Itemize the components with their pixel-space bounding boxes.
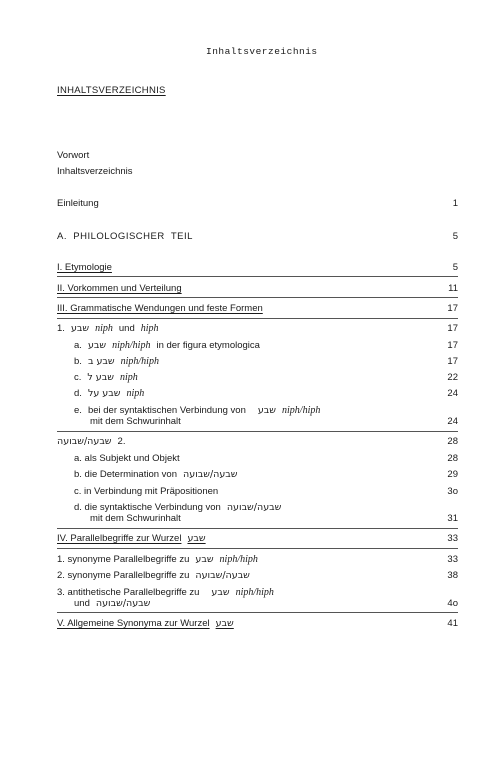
hebrew-text: שבע: [215, 618, 234, 629]
toc-section-2d: d. die syntaktische Verbindung von שבעה/שבועה: [74, 502, 282, 513]
toc-section-2b: b. die Determination von שבעה/שבועה: [74, 469, 238, 480]
divider-rule: [57, 612, 458, 613]
divider-rule: [57, 431, 458, 432]
running-header: Inhaltsverzeichnis: [206, 46, 318, 57]
hebrew-text: שבעה/שבועה: [95, 598, 151, 609]
toc-section-2d-line2: mit dem Schwurinhalt: [90, 513, 181, 524]
hebrew-text: שבע ל: [87, 372, 114, 383]
hebrew-text: שבע: [195, 554, 214, 565]
toc-parallelbegriffe: IV. Parallelbegriffe zur Wurzel שבע: [57, 533, 206, 544]
hebrew-text: שבע: [187, 533, 206, 544]
toc-section-2a: a. als Subjekt und Objekt: [74, 453, 180, 464]
divider-rule: [57, 276, 458, 277]
toc-parallel-3-line2: und שבעה/שבועה: [74, 598, 151, 609]
divider-rule: [57, 548, 458, 549]
toc-etymologie: I. Etymologie: [57, 262, 112, 273]
toc-section-2c: c. in Verbindung mit Präpositionen: [74, 486, 219, 497]
page-vorkommen: 11: [448, 283, 458, 294]
divider-rule: [57, 528, 458, 529]
page-parallel-3: 4o: [447, 598, 458, 609]
toc-inhaltsverzeichnis: Inhaltsverzeichnis: [57, 166, 133, 177]
hebrew-text: שבע ב: [87, 356, 115, 367]
toc-grammatik: III. Grammatische Wendungen und feste Formen: [57, 303, 263, 314]
toc-section-1e: e. bei der syntaktischen Verbindung von שבע niph/hiph: [74, 405, 321, 416]
page-synonyma: 41: [447, 618, 458, 629]
page-section-1: 17: [447, 323, 458, 334]
toc-section-1a: a. שבע niph/hiph in der figura etymologica: [74, 340, 260, 351]
hebrew-text: שבעה/שבועה: [195, 570, 250, 581]
toc-parallel-1: 1. synonyme Parallelbegriffe zu שבע niph/hiph: [57, 554, 258, 565]
toc-parallel-3: 3. antithetische Parallelbegriffe zu שבע niph/hiph: [57, 587, 274, 598]
hebrew-text: שבע על: [87, 388, 121, 399]
toc-parallel-2: 2. synonyme Parallelbegriffe zu שבעה/שבועה: [57, 570, 250, 581]
toc-teil-a: A. PHILOLOGISCHER TEIL: [57, 231, 193, 242]
page-section-1e: 24: [447, 416, 458, 427]
page-teil-a: 5: [452, 231, 458, 242]
page-einleitung: 1: [452, 198, 458, 209]
page-section-1d: 24: [447, 388, 458, 399]
toc-section-1b: b. שבע ב niph/hiph: [74, 356, 159, 367]
page-section-1b: 17: [447, 356, 458, 367]
hebrew-text: שבעה/שבועה: [57, 436, 112, 447]
page-section-1c: 22: [447, 372, 458, 383]
toc-section-1e-line2: mit dem Schwurinhalt: [90, 416, 181, 427]
page-section-2a: 28: [447, 453, 458, 464]
page-section-1a: 17: [447, 340, 458, 351]
toc-section-1: 1. שבע niph und hiph: [57, 323, 159, 334]
toc-vorkommen: II. Vorkommen und Verteilung: [57, 283, 182, 294]
divider-rule: [57, 297, 458, 298]
hebrew-text: שבע: [87, 340, 107, 351]
toc-section-1c: c. שבע ל niph: [74, 372, 138, 383]
toc-vorwort: Vorwort: [57, 150, 90, 161]
divider-rule: [57, 318, 458, 319]
page-section-2: 28: [447, 436, 458, 447]
hebrew-text: שבעה/שבועה: [226, 502, 282, 513]
toc-heading: INHALTSVERZEICHNIS: [57, 85, 166, 96]
page-parallel-1: 33: [447, 554, 458, 565]
hebrew-text: שבע: [70, 323, 90, 334]
toc-einleitung: Einleitung: [57, 198, 99, 209]
hebrew-text: שבע: [257, 405, 277, 416]
page-grammatik: 17: [447, 303, 458, 314]
page-etymologie: 5: [452, 262, 458, 273]
page-section-2b: 29: [447, 469, 458, 480]
page-parallelbegriffe: 33: [447, 533, 458, 544]
toc-section-2: שבעה/שבועה 2.: [57, 436, 126, 447]
hebrew-text: שבעה/שבועה: [182, 469, 238, 480]
toc-section-1d: d. שבע על niph: [74, 388, 145, 399]
page-section-2d: 31: [447, 513, 458, 524]
toc-synonyma: V. Allgemeine Synonyma zur Wurzel שבע: [57, 618, 234, 629]
hebrew-text: שבע: [211, 587, 230, 598]
page-section-2c: 3o: [447, 486, 458, 497]
page-parallel-2: 38: [447, 570, 458, 581]
